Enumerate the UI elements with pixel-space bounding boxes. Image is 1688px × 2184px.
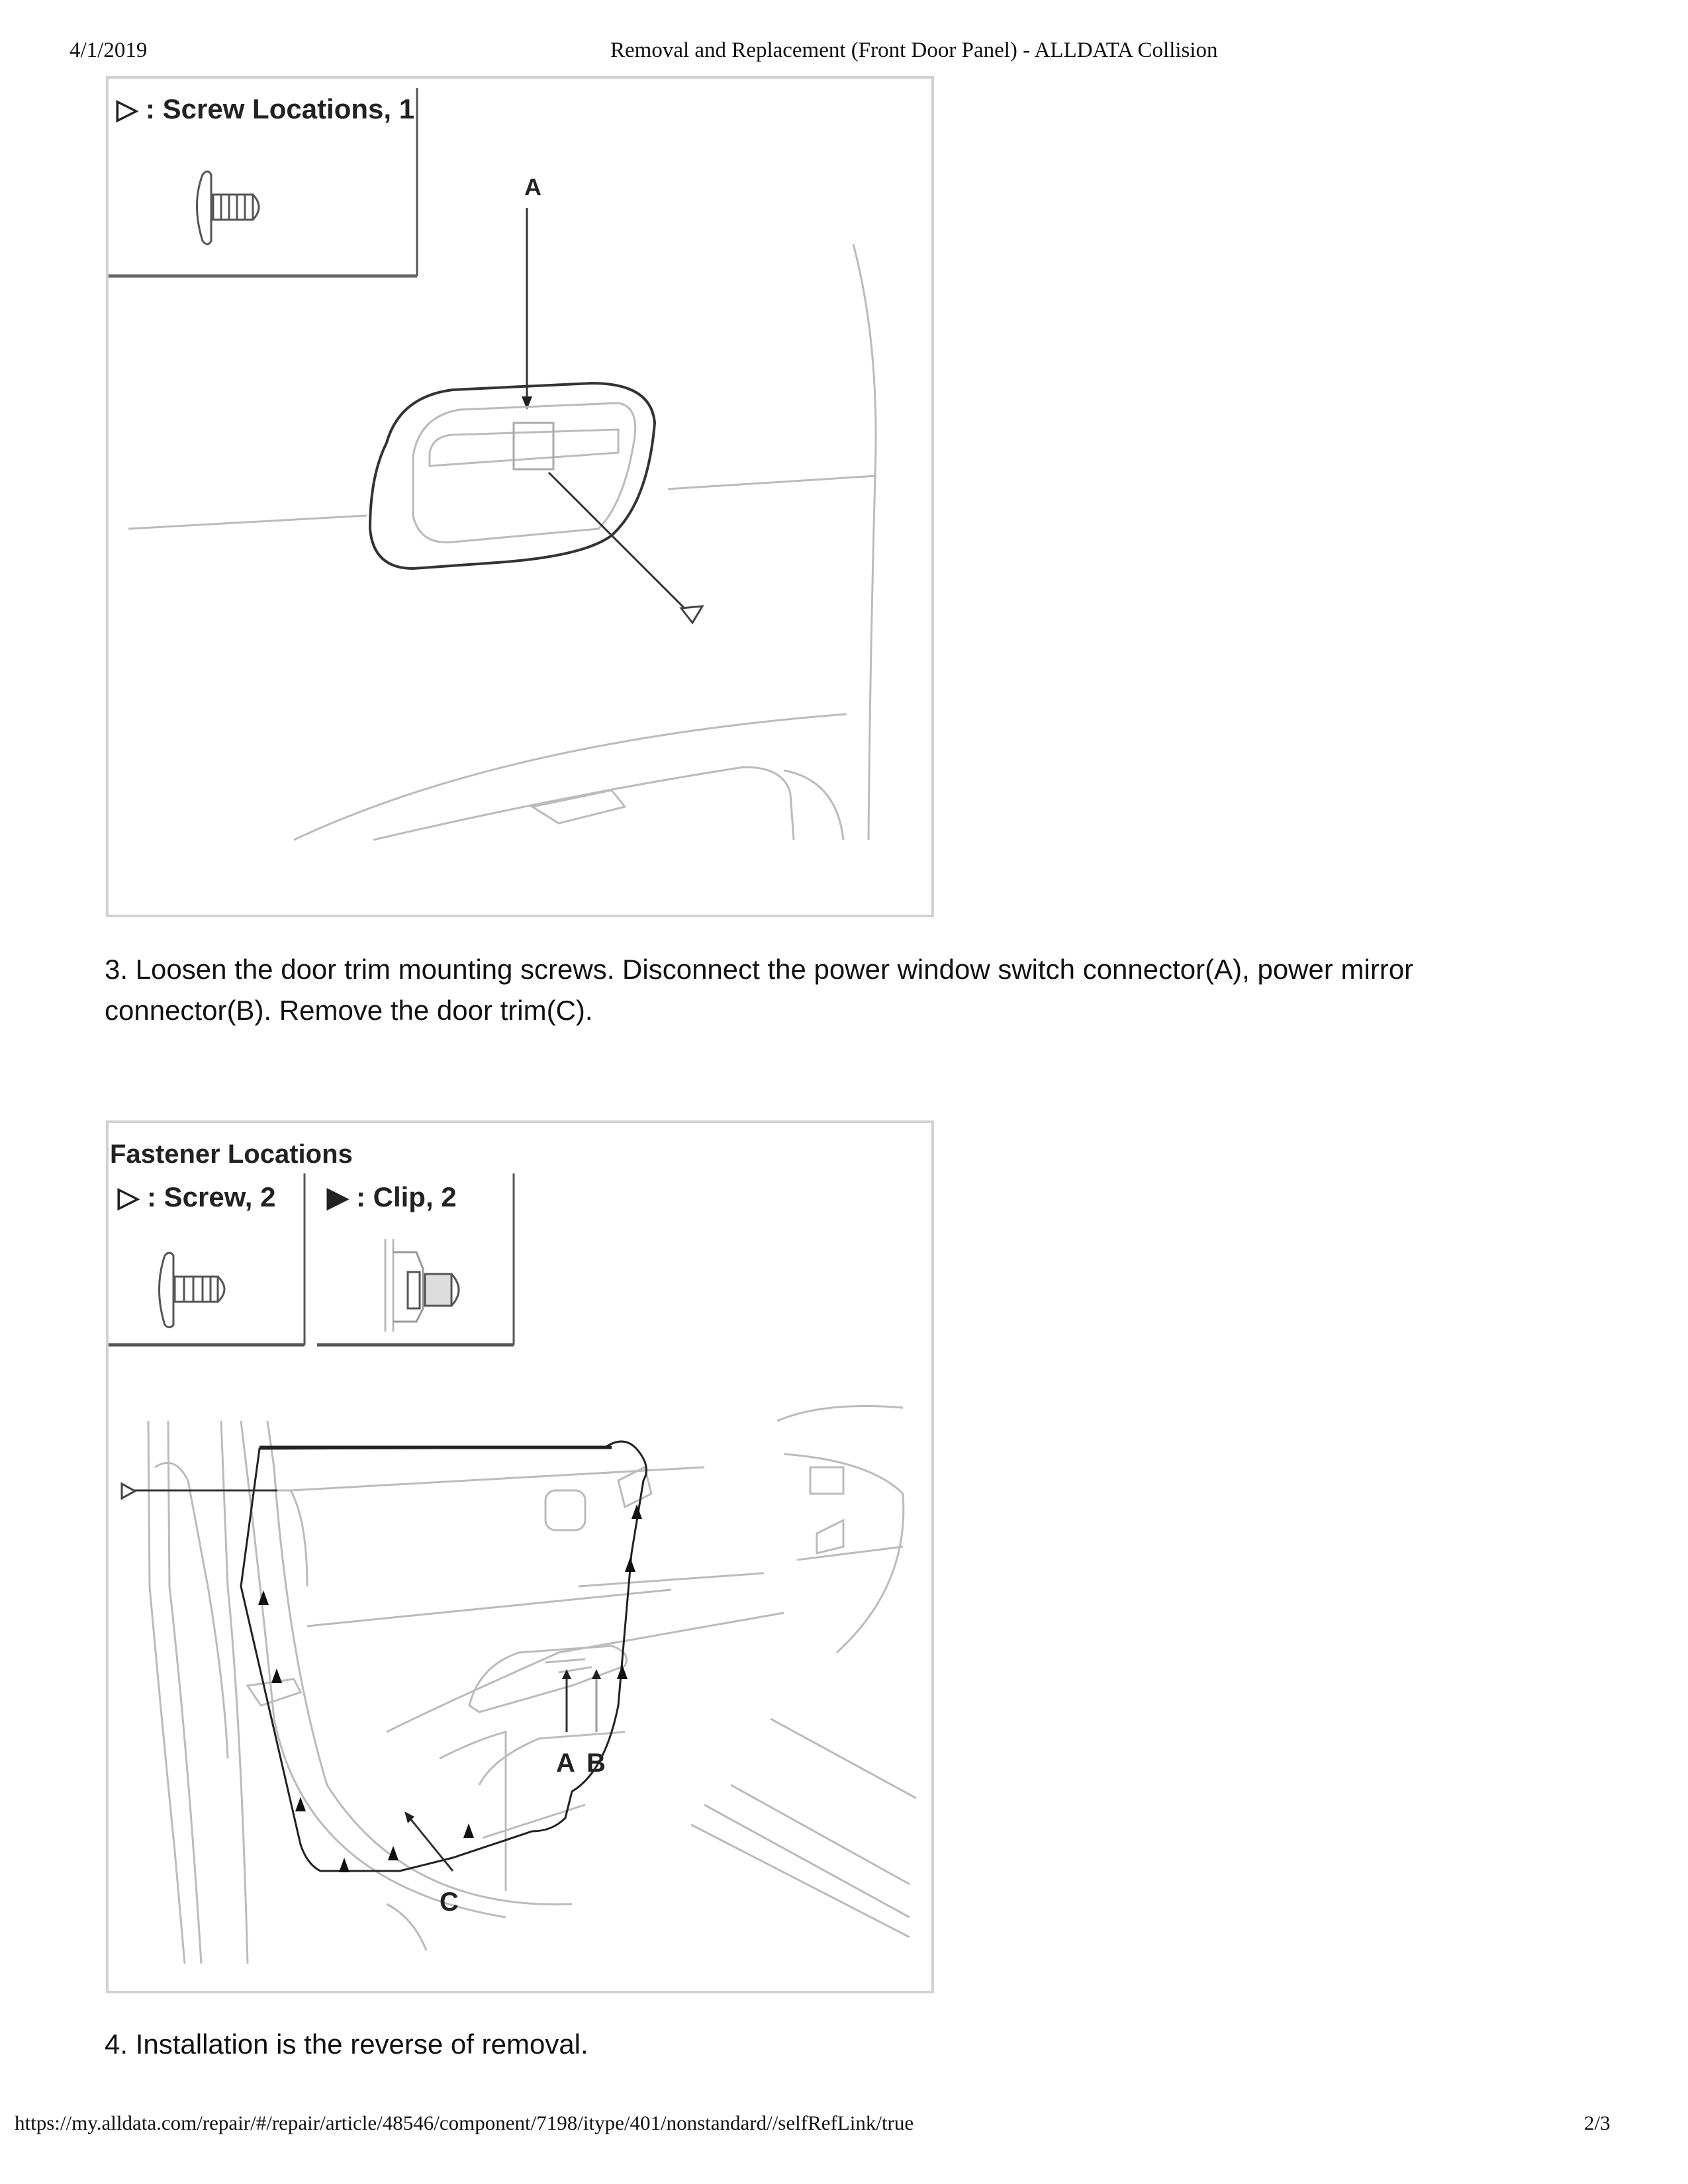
clip-marker-icon — [339, 1858, 350, 1872]
legend-clip: ▶ : Clip, 2 — [327, 1181, 457, 1212]
step-3 — [105, 949, 1561, 1031]
step-3-line-1: 3. Loosen the door trim mounting screws. Disconnect the power window switch connector(A), power mirror — [105, 954, 1414, 985]
step-4: 4. Installation is the reverse of removal. — [105, 2028, 588, 2060]
arrow-head-icon — [592, 1669, 601, 1679]
figure1-drawing — [109, 79, 931, 915]
legend-screw-locations: ▷ : Screw Locations, 1 — [117, 93, 415, 124]
callout-a: A — [524, 173, 541, 201]
clip-marker-icon — [271, 1668, 282, 1683]
screw-icon — [197, 171, 259, 244]
callout-b: B — [586, 1749, 606, 1778]
clip-icon — [385, 1239, 459, 1332]
callout-c: C — [440, 1888, 459, 1917]
step-3-line-2: connector(B). Remove the door trim(C). — [105, 995, 593, 1026]
door-panel-lines — [128, 244, 876, 840]
inside-handle-bezel — [370, 383, 655, 569]
clip-marker-icon — [625, 1557, 635, 1572]
callout-a: A — [556, 1749, 575, 1778]
screw-icon — [160, 1253, 225, 1328]
open-triangle-icon — [122, 1484, 135, 1498]
clip-marker-icon — [258, 1590, 269, 1605]
clip-marker-icon — [463, 1823, 474, 1838]
legend-screw: ▷ : Screw, 2 — [118, 1181, 276, 1212]
figure2-drawing — [109, 1123, 931, 1991]
open-triangle-icon — [681, 606, 702, 623]
page-number: 2/3 — [1584, 2111, 1611, 2134]
fastener-locations-title: Fastener Locations — [110, 1140, 353, 1169]
figure-door-trim-fasteners — [106, 1120, 934, 1993]
figure-inside-handle-screw — [106, 76, 934, 917]
clip-marker-icon — [632, 1504, 642, 1519]
page-title: Removal and Replacement (Front Door Panel) - ALLDATA Collision — [610, 38, 1218, 62]
print-date: 4/1/2019 — [70, 38, 148, 62]
source-url[interactable]: https://my.alldata.com/repair/#/repair/article/48546/component/7198/itype/401/nonstandard//selfRefLink/true — [15, 2111, 914, 2134]
clip-marker-icon — [617, 1664, 628, 1679]
